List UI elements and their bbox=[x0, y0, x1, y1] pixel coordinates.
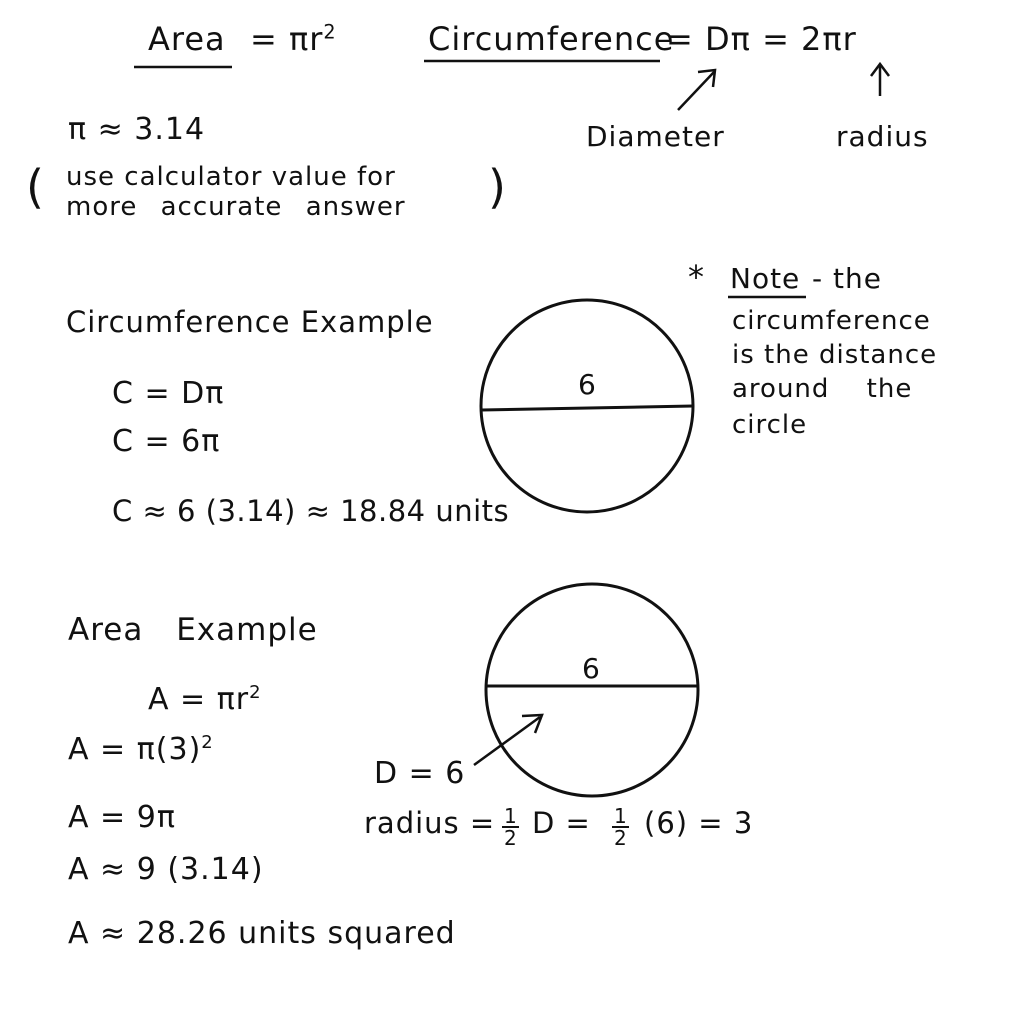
area-formula-exp: 2 bbox=[323, 20, 337, 44]
area-step4: A ≈ 9 (3.14) bbox=[68, 852, 264, 887]
radius-label: radius bbox=[836, 120, 929, 153]
area-example-title: Area Example bbox=[68, 612, 318, 648]
area-radius-fraction-2 bbox=[612, 806, 629, 848]
fraction-2-denominator: 2 bbox=[614, 826, 627, 850]
area-radius-end: (6) = 3 bbox=[644, 806, 754, 840]
diameter-arrow bbox=[678, 70, 715, 110]
area-step1-text: A = πr bbox=[148, 682, 250, 717]
circumference-formula: = Dπ = 2πr bbox=[666, 20, 857, 58]
note-line2: is the distance bbox=[732, 340, 938, 370]
pi-approx: π ≈ 3.14 bbox=[68, 112, 206, 147]
area-step2-text: A = π(3) bbox=[68, 732, 202, 767]
diameter-label: Diameter bbox=[586, 120, 725, 153]
area-step1 bbox=[148, 682, 262, 717]
area-diameter-value: 6 bbox=[582, 652, 601, 685]
note-dash: - the bbox=[812, 262, 882, 295]
area-step2 bbox=[68, 732, 214, 767]
circumference-step2: C = 6π bbox=[112, 424, 221, 459]
area-d-label: D = 6 bbox=[374, 756, 466, 791]
area-step5: A ≈ 28.26 units squared bbox=[68, 916, 456, 951]
pi-note-paren-open: ( bbox=[26, 160, 45, 214]
note-line4: circle bbox=[732, 410, 808, 440]
area-circle bbox=[486, 584, 698, 796]
circumference-example-title: Circumference Example bbox=[66, 305, 434, 339]
note-star: * bbox=[688, 258, 705, 296]
area-formula bbox=[250, 20, 337, 58]
area-formula-text: = πr bbox=[250, 20, 324, 58]
note-label: Note bbox=[730, 262, 801, 295]
area-step1-exp: 2 bbox=[249, 682, 262, 703]
radius-arrow bbox=[871, 64, 889, 96]
fraction-1-denominator: 2 bbox=[504, 826, 517, 850]
area-label: Area bbox=[148, 20, 226, 58]
circumference-diameter-value: 6 bbox=[578, 368, 597, 401]
pi-note-line2: more accurate answer bbox=[66, 192, 406, 222]
area-step3: A = 9π bbox=[68, 800, 176, 835]
circumference-label: Circumference bbox=[428, 20, 675, 58]
circumference-diameter-line bbox=[482, 406, 693, 410]
pi-note-paren-close: ) bbox=[488, 160, 507, 214]
note-line1: circumference bbox=[732, 306, 931, 336]
pi-note-line1: use calculator value for bbox=[66, 162, 396, 192]
circumference-step3: C ≈ 6 (3.14) ≈ 18.84 units bbox=[112, 494, 510, 528]
note-line3: around the bbox=[732, 374, 913, 404]
area-step2-exp: 2 bbox=[201, 732, 214, 753]
fraction-1-numerator: 1 bbox=[504, 804, 517, 828]
fraction-2-numerator: 1 bbox=[614, 804, 627, 828]
area-radius-mid: D = bbox=[532, 806, 591, 840]
circumference-step1: C = Dπ bbox=[112, 376, 225, 411]
d-arrow bbox=[474, 715, 542, 765]
area-radius-fraction-1 bbox=[502, 806, 519, 848]
area-radius-label: radius = bbox=[364, 806, 496, 840]
